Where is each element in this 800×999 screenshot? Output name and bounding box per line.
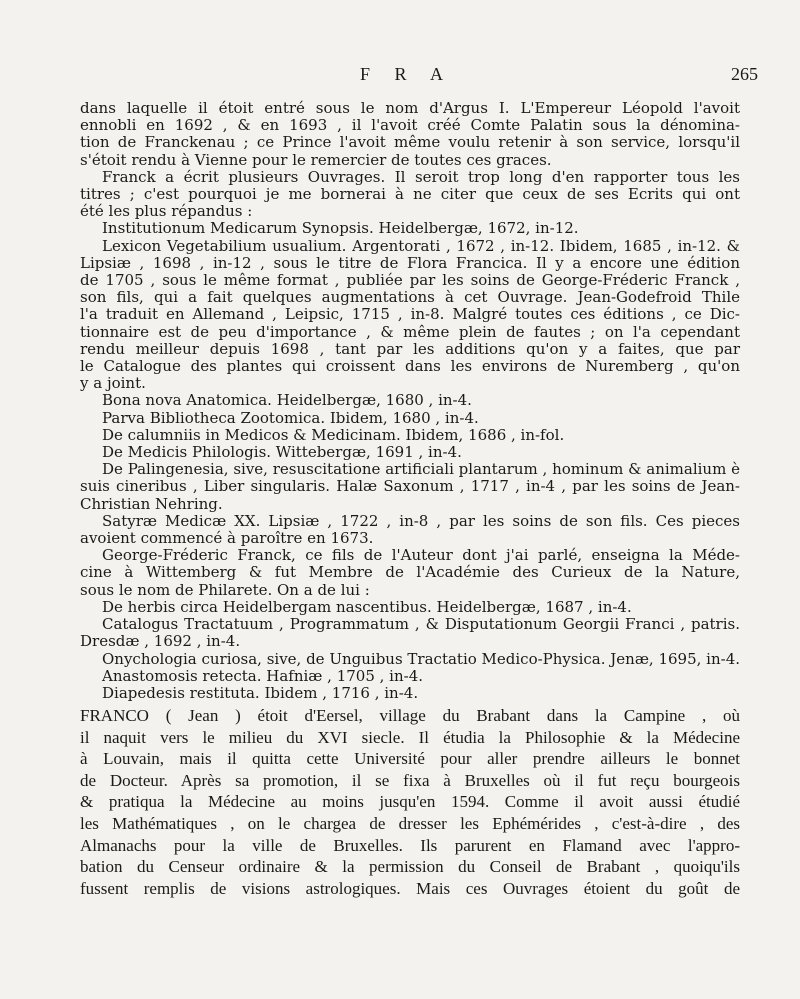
text-line: son fils, qui a fait quelques augmentations à cet Ouvrage. Jean-Godefroid Thile <box>80 288 740 307</box>
text-line: cine à Wittemberg & fut Membre de l'Académie des Curieux de la Nature, <box>80 563 740 582</box>
text-line: dans laquelle il étoit entré sous le nom d'Argus I. L'Empereur Léopold l'avoit <box>80 99 740 117</box>
text-line: Parva Bibliotheca Zootomica. Ibidem, 1680 , in-4. <box>102 408 479 427</box>
text-line: de Docteur. Après sa promotion, il se fixa à Bruxelles où il fut reçu bourgeois <box>80 770 740 790</box>
text-line: Dresdæ , 1692 , in-4. <box>80 632 241 651</box>
page-body <box>80 100 740 899</box>
text-line: Anastomosis retecta. Hafniæ , 1705 , in-4. <box>102 666 424 685</box>
text-line: avoient commencé à paroître en 1673. <box>80 529 374 548</box>
text-line: tion de Franckenau ; ce Prince l'avoit même voulu retenir à son service, lorsqu'il <box>80 133 740 152</box>
text-line: rendu meilleur depuis 1698 , tant par les additions qu'on y a faites, que par <box>80 339 740 358</box>
text-line: De Medicis Philologis. Wittebergæ, 1691 , in-4. <box>102 443 462 462</box>
text-line: Franck a écrit plusieurs Ouvrages. Il seroit trop long d'en rapporter tous les <box>102 167 740 186</box>
text-line: sous le nom de Philarete. On a de lui : <box>80 580 370 599</box>
text-line: été les plus répandus : <box>80 202 253 221</box>
text-line: bation du Censeur ordinaire & la permission du Conseil de Brabant , quoiqu'ils <box>80 857 740 877</box>
text-line: Almanachs pour la ville de Bruxelles. Ils parurent en Flamand avec l'appro- <box>80 835 740 855</box>
text-line: le Catalogue des plantes qui croissent dans les environs de Nuremberg , qu'on <box>80 357 740 376</box>
text-line: Satyræ Medicæ XX. Lipsiæ , 1722 , in-8 , par les soins de son fils. Ces pieces <box>102 511 740 530</box>
page-number: 265 <box>731 64 758 84</box>
text-line: FRANCO ( Jean ) étoit d'Eersel, village du Brabant dans la Campine , où <box>80 706 740 726</box>
text-line: s'étoit rendu à Vienne pour le remercier de toutes ces graces. <box>80 150 552 169</box>
text-line: Catalogus Tractatuum , Programmatum , & Disputationum Georgii Franci , patris. <box>102 615 740 634</box>
running-head: F R A <box>360 64 454 84</box>
text-line: George-Fréderic Franck, ce fils de l'Auteur dont j'ai parlé, enseigna la Méde- <box>102 546 740 565</box>
text-line: & pratiqua la Médecine au moins jusqu'en 1594. Comme il avoit aussi étudié <box>80 792 740 812</box>
text-line: De herbis circa Heidelbergam nascentibus. Heidelbergæ, 1687 , in-4. <box>102 597 632 616</box>
text-line: l'a traduit en Allemand , Leipsic, 1715 , in-8. Malgré toutes ces éditions , ce Dic- <box>80 305 740 324</box>
text-line: Onychologia curiosa, sive, de Unguibus Tractatio Medico-Physica. Jenæ, 1695, in-4. <box>102 649 741 668</box>
text-line: ennobli en 1692 , & en 1693 , il l'avoit créé Comte Palatin sous la dénomina- <box>80 116 740 135</box>
text-line: De Palingenesia, sive, resuscitatione artificiali plantarum , hominum & animalium è <box>102 460 740 479</box>
text-line: à Louvain, mais il quitta cette Université pour aller prendre ailleurs le bonnet <box>80 749 740 769</box>
text-line: Christian Nehring. <box>80 494 223 513</box>
text-line: tionnaire est de peu d'importance , & même plein de fautes ; on l'a cependant <box>80 322 740 341</box>
text-line: Institutionum Medicarum Synopsis. Heidelbergæ, 1672, in-12. <box>102 219 579 238</box>
page-header <box>0 64 800 88</box>
text-line: Bona nova Anatomica. Heidelbergæ, 1680 , in-4. <box>102 391 472 410</box>
text-line: Diapedesis restituta. Ibidem , 1716 , in-4. <box>102 683 419 702</box>
text-line: y a joint. <box>80 374 146 393</box>
text-line: De calumniis in Medicos & Medicinam. Ibidem, 1686 , in-fol. <box>102 425 565 444</box>
text-line: titres ; c'est pourquoi je me bornerai à ne citer que ceux de ses Ecrits qui ont <box>80 185 740 204</box>
text-line: Lipsiæ , 1698 , in-12 , sous le titre de Flora Francica. Il y a encore une édition <box>80 253 740 272</box>
text-line: de 1705 , sous le même format , publiée par les soins de George-Fréderic Franck , <box>80 271 740 290</box>
text-line: il naquit vers le milieu du XVI siecle. Il étudia la Philosophie & la Médecine <box>80 727 740 747</box>
text-line: les Mathématiques , on le chargea de dresser les Ephémérides , c'est-à-dire , des <box>80 814 740 834</box>
text-line: suis cineribus , Liber singularis. Halæ Saxonum , 1717 , in-4 , par les soins de Jean- <box>80 477 740 496</box>
text-line: fussent remplis de visions astrologiques. Mais ces Ouvrages étoient du goût de <box>80 878 740 898</box>
text-line: Lexicon Vegetabilium usualium. Argentorati , 1672 , in-12. Ibidem, 1685 , in-12. & <box>102 236 740 255</box>
